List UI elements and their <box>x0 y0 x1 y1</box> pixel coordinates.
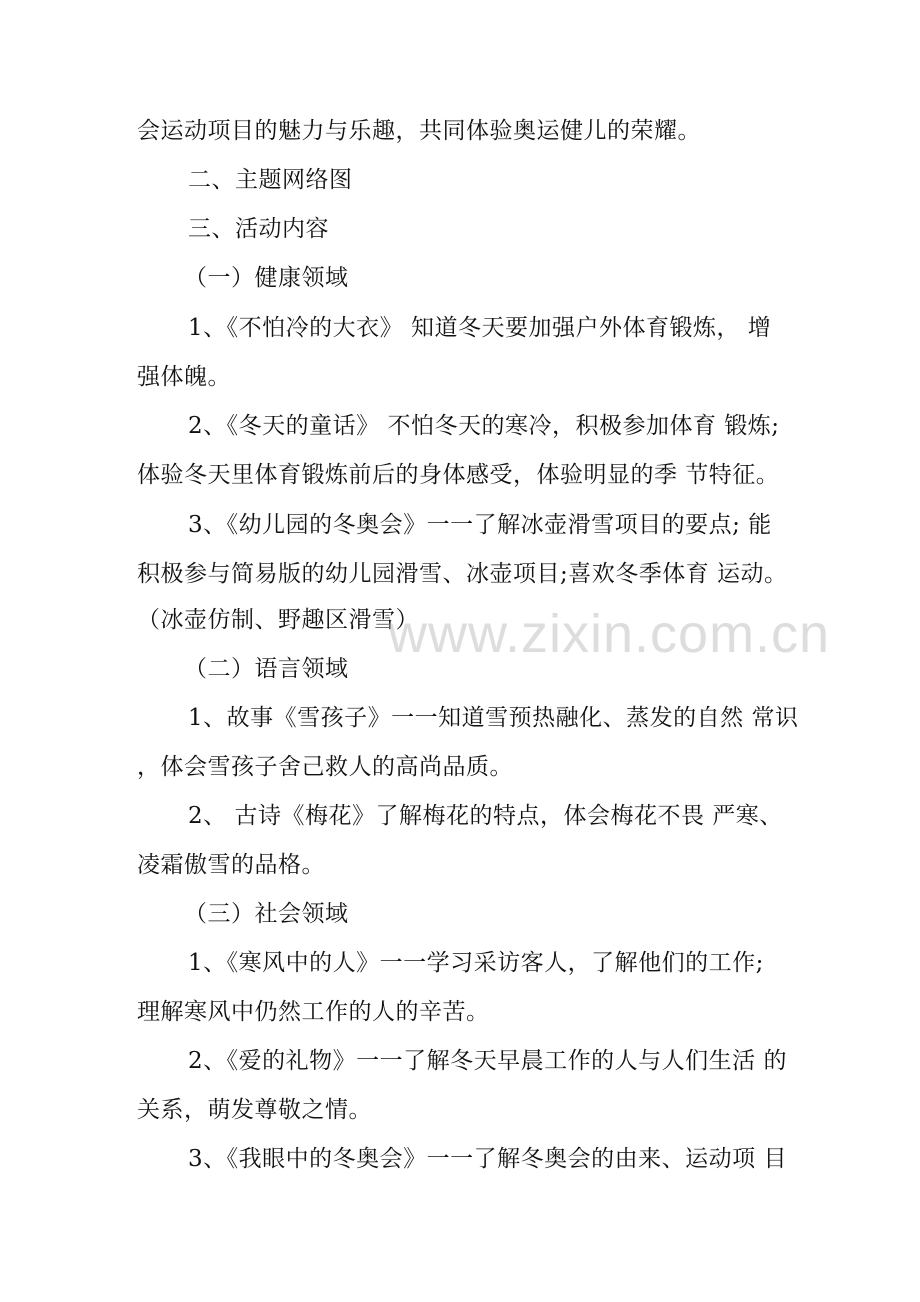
health-item-3-line-1: 3、《幼儿园的冬奥会》一一了解冰壶滑雪项目的要点; 能 <box>188 512 772 538</box>
health-item-2-line-2: 体验冬天里体育锻炼前后的身体感受，体验明显的季 节特征。 <box>137 462 780 488</box>
language-item-1-line-2: ，体会雪孩子舍己救人的高尚品质。 <box>137 754 513 780</box>
social-item-1-line-2: 理解寒风中仍然工作的人的辛苦。 <box>137 999 490 1025</box>
language-item-1-line-1: 1、故事《雪孩子》一一知道雪预热融化、蒸发的自然 常识 <box>188 705 799 731</box>
health-item-3-line-2: 积极参与简易版的幼儿园滑雪、冰壶项目;喜欢冬季体育 运动。 <box>137 561 788 587</box>
social-item-3-line-1: 3、《我眼中的冬奥会》一一了解冬奥会的由来、运动项 目 <box>188 1146 787 1172</box>
health-item-2-line-1: 2、《冬天的童话》 不怕冬天的寒冷，积极参加体育 锻炼; <box>188 413 780 439</box>
social-item-2-line-1: 2、《爱的礼物》一一了解冬天早晨工作的人与人们生活 的 <box>188 1048 787 1074</box>
social-item-2-line-2: 关系，萌发尊敬之情。 <box>137 1097 372 1123</box>
watermark-text: www.zixin.com.cn <box>388 604 831 664</box>
section-heading-activity-content: 三、活动内容 <box>188 216 329 242</box>
social-item-1-line-1: 1、《寒风中的人》一一学习采访客人，了解他们的工作; <box>188 950 764 976</box>
subsection-heading-social: （三）社会领域 <box>184 901 349 927</box>
health-item-3-line-3: （冰壶仿制、野趣区滑雪） <box>137 607 419 633</box>
health-item-1-line-2: 强体魄。 <box>137 364 231 390</box>
paragraph-line-1: 会运动项目的魅力与乐趣，共同体验奥运健儿的荣耀。 <box>137 118 701 144</box>
subsection-heading-health: （一）健康领域 <box>184 265 349 291</box>
language-item-2-line-2: 凌霜傲雪的品格。 <box>137 852 325 878</box>
section-heading-theme-network: 二、主题网络图 <box>188 167 353 193</box>
language-item-2-line-1: 2、 古诗《梅花》了解梅花的特点，体会梅花不畏 严寒、 <box>188 803 783 829</box>
health-item-1-line-1: 1、《不怕冷的大衣》 知道冬天要加强户外体育锻炼， 增 <box>188 315 772 341</box>
subsection-heading-language: （二）语言领域 <box>184 656 349 682</box>
